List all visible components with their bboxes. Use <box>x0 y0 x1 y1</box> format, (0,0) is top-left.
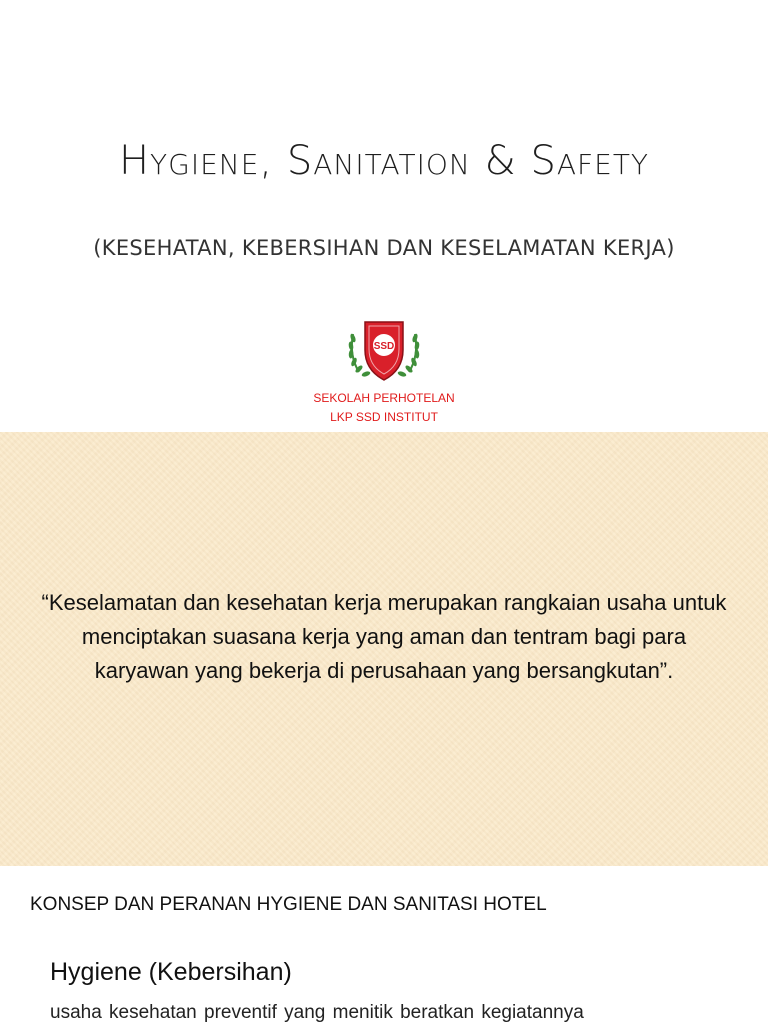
slide-title <box>0 0 768 432</box>
school-name-line1: SEKOLAH PERHOTELAN <box>313 391 455 405</box>
section-subheading: Hygiene (Kebersihan) <box>50 958 292 986</box>
slide-concept <box>0 866 768 1024</box>
slide-subtitle: (KESEHATAN, KEBERSIHAN DAN KESELAMATAN KERJA) <box>93 236 675 260</box>
section-heading: KONSEP DAN PERANAN HYGIENE DAN SANITASI HOTEL <box>30 894 547 915</box>
school-name-line2: LKP SSD INSTITUT <box>330 410 438 424</box>
slide-title-text: Hygiene, Sanitation & Safety <box>118 138 650 184</box>
shield-laurel-logo <box>345 312 423 388</box>
quote-text: “Keselamatan dan kesehatan kerja merupakan rangkaian usaha untuk menciptakan suasana kerja yang aman dan tentram bagi para karyawan yang bekerja di perusahaan yang bersangkutan”. <box>41 590 727 683</box>
section-body-text: usaha kesehatan preventif yang menitik beratkan kegiatannya <box>50 1002 584 1023</box>
school-name <box>0 389 768 427</box>
slide-quote <box>0 432 768 866</box>
logo-text: SSD <box>373 341 395 352</box>
